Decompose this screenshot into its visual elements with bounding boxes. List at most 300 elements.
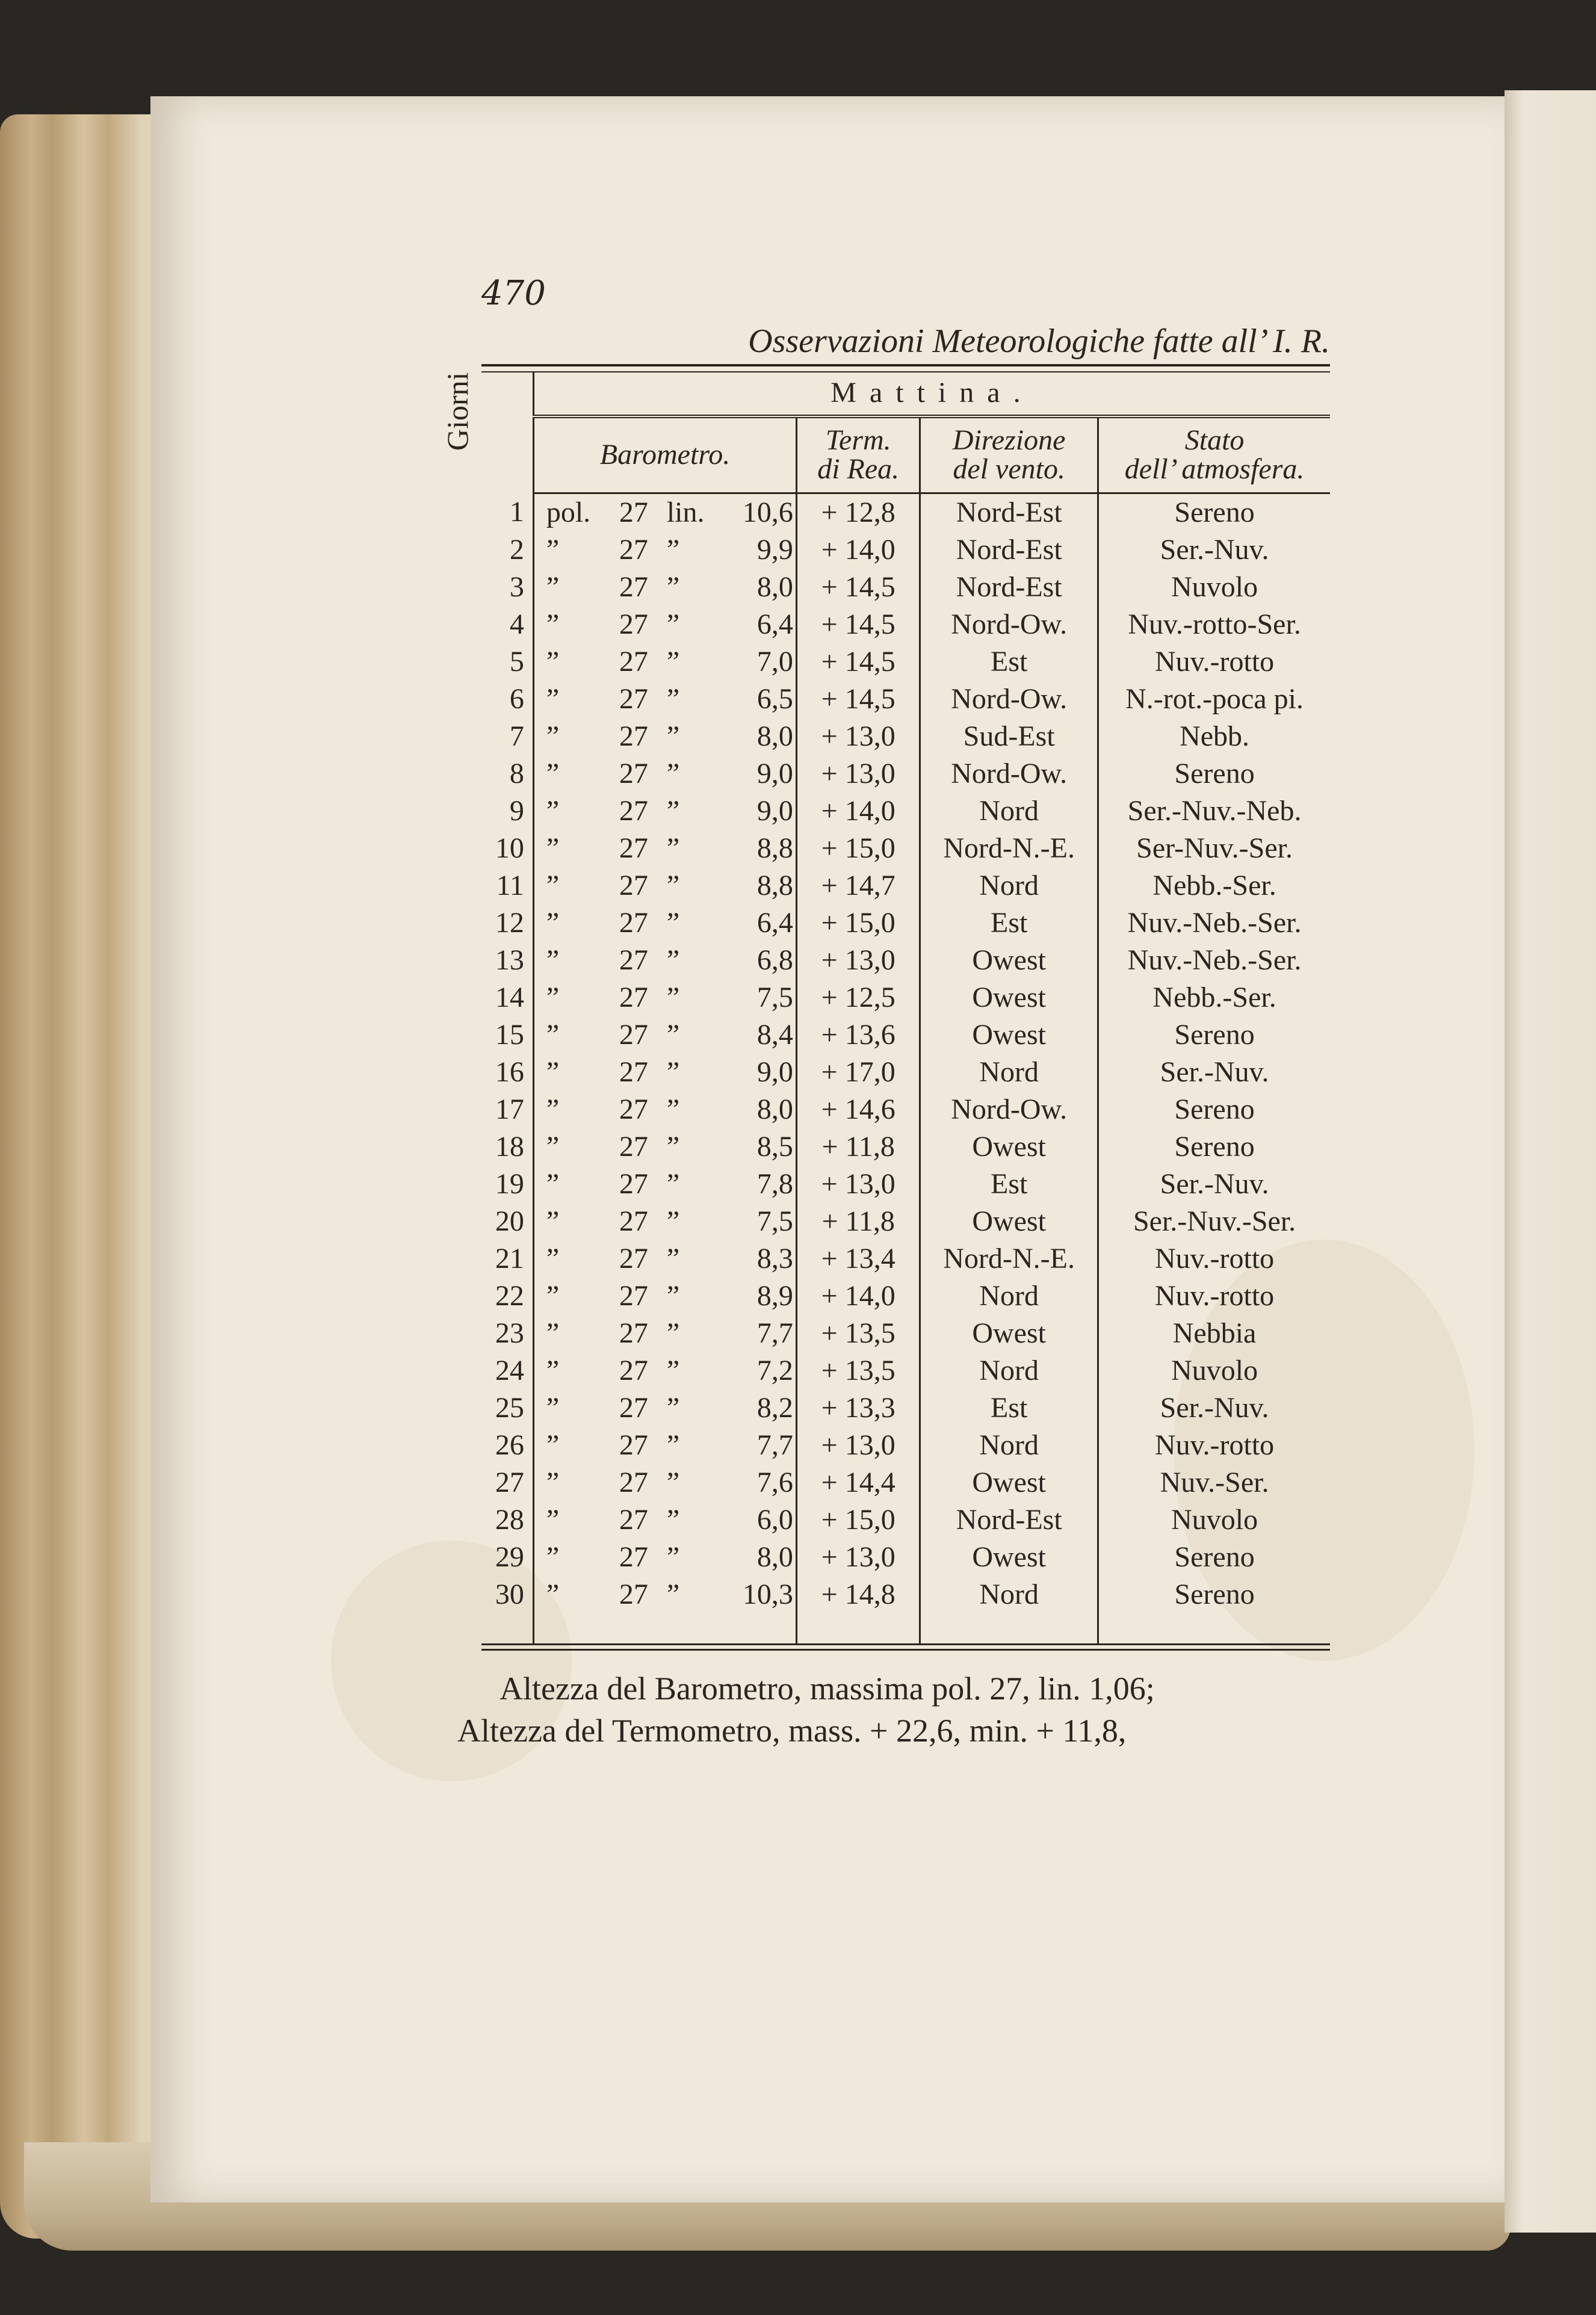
day-cell: 2	[481, 531, 533, 569]
barometro-lin: lin.	[666, 496, 705, 528]
barometro-lin: ”	[666, 981, 680, 1013]
barometro-cell	[533, 1576, 796, 1613]
barometro-unit: ”	[546, 1354, 560, 1386]
stato-cell: Nuv.-rotto-Ser.	[1128, 608, 1301, 640]
day-cell: 22	[481, 1278, 533, 1315]
barometro-cell	[533, 830, 796, 867]
stato-cell: Ser.-Nuv.-Neb.	[1127, 794, 1302, 827]
table-row	[481, 942, 1330, 979]
termometro-cell: + 12,5	[797, 979, 920, 1016]
barometro-lin: ”	[666, 645, 680, 678]
direzione-cell: Nord-Est	[920, 1501, 1098, 1539]
barometro-lin: ”	[666, 1541, 680, 1573]
barometro-inches: 27	[619, 496, 648, 528]
direzione-cell: Nord-Est	[920, 493, 1098, 531]
table-row	[481, 1128, 1330, 1166]
termometro-cell: + 13,0	[797, 718, 920, 755]
barometro-inches: 27	[619, 570, 648, 603]
stato-cell: Nebb.-Ser.	[1152, 981, 1276, 1013]
barometro-value: 8,0	[756, 570, 793, 603]
stato-cell: Sereno	[1174, 496, 1255, 528]
barometro-value: 8,4	[756, 1018, 793, 1051]
barometro-value: 7,6	[756, 1466, 793, 1498]
day-cell: 8	[481, 755, 533, 793]
table-row	[481, 904, 1330, 942]
day-cell: 3	[481, 569, 533, 606]
termometro-cell: + 14,5	[797, 606, 920, 643]
stato-cell: Nebbia	[1172, 1317, 1257, 1349]
barometro-unit: ”	[546, 1317, 560, 1349]
footnote	[457, 1667, 1330, 1752]
barometro-inches: 27	[619, 682, 648, 715]
table-row	[481, 681, 1330, 718]
direzione-cell: Nord	[920, 1054, 1098, 1091]
header-rule	[481, 364, 1330, 372]
barometro-unit: ”	[546, 832, 560, 864]
barometro-unit: ”	[546, 757, 560, 790]
barometro-cell	[533, 1128, 796, 1166]
day-cell: 23	[481, 1315, 533, 1352]
barometro-value: 8,5	[756, 1130, 793, 1163]
barometro-lin: ”	[666, 1391, 680, 1424]
barometro-cell	[533, 1278, 796, 1315]
barometro-lin: ”	[666, 794, 680, 827]
barometro-cell	[533, 569, 796, 606]
barometro-unit: ”	[546, 1205, 560, 1237]
barometro-cell	[533, 1203, 796, 1240]
barometro-unit: ”	[546, 1578, 560, 1610]
termometro-cell: + 14,5	[797, 681, 920, 718]
giorni-header	[441, 372, 533, 493]
day-cell: 19	[481, 1166, 533, 1203]
barometro-inches: 27	[619, 1205, 648, 1237]
stato-header-line2: dell’ atmosfera.	[1124, 453, 1305, 486]
termometro-cell: + 11,8	[797, 1128, 920, 1166]
day-cell: 27	[481, 1464, 533, 1501]
barometro-unit: ”	[546, 1279, 560, 1312]
termometro-cell: + 14,8	[797, 1576, 920, 1613]
barometro-cell	[533, 755, 796, 793]
barometro-lin: ”	[666, 1503, 680, 1536]
barometro-lin: ”	[666, 608, 680, 640]
barometro-lin: ”	[666, 1354, 680, 1386]
termometro-cell: + 11,8	[797, 1203, 920, 1240]
stato-cell: Ser.-Nuv.	[1160, 1391, 1269, 1424]
barometro-lin: ”	[666, 720, 680, 752]
day-cell: 1	[481, 493, 533, 531]
barometro-value: 10,3	[742, 1578, 793, 1610]
weather-table	[441, 372, 1330, 1643]
barometro-value: 10,6	[742, 496, 793, 528]
stato-cell: Ser.-Nuv.-Ser.	[1133, 1205, 1296, 1237]
barometro-value: 8,2	[756, 1391, 793, 1424]
barometro-cell	[533, 681, 796, 718]
barometro-value: 9,0	[756, 794, 793, 827]
day-cell: 14	[481, 979, 533, 1016]
barometro-unit: ”	[546, 1056, 560, 1088]
day-cell: 17	[481, 1091, 533, 1128]
stato-cell: Nuvolo	[1171, 570, 1258, 603]
barometro-inches: 27	[619, 1018, 648, 1051]
barometro-unit: ”	[546, 1242, 560, 1275]
barometro-value: 9,0	[756, 1056, 793, 1088]
direzione-cell: Owest	[920, 1539, 1098, 1576]
table-row	[481, 1240, 1330, 1278]
termometro-cell: + 13,5	[797, 1352, 920, 1389]
table-bottom-rule	[481, 1643, 1330, 1651]
barometro-inches: 27	[619, 645, 648, 678]
barometro-lin: ”	[666, 1205, 680, 1237]
table-row	[481, 1464, 1330, 1501]
termometro-header	[797, 416, 920, 493]
barometro-lin: ”	[666, 682, 680, 715]
barometro-lin: ”	[666, 1056, 680, 1088]
barometro-unit: ”	[546, 1167, 560, 1200]
direzione-cell: Nord-N.-E.	[920, 1240, 1098, 1278]
barometro-unit: ”	[546, 981, 560, 1013]
barometro-unit: ”	[546, 1541, 560, 1573]
barometro-value: 9,0	[756, 757, 793, 790]
stato-cell: Sereno	[1174, 1018, 1255, 1051]
day-cell: 26	[481, 1427, 533, 1464]
barometro-inches: 27	[619, 1093, 648, 1125]
barometro-cell	[533, 1054, 796, 1091]
barometro-value: 8,0	[756, 720, 793, 752]
termometro-cell: + 13,0	[797, 942, 920, 979]
direzione-cell: Nord-Ow.	[920, 606, 1098, 643]
direzione-cell: Sud-Est	[920, 718, 1098, 755]
barometro-lin: ”	[666, 1018, 680, 1051]
direzione-cell: Owest	[920, 1315, 1098, 1352]
termometro-cell: + 14,6	[797, 1091, 920, 1128]
barometro-inches: 27	[619, 1242, 648, 1275]
barometro-inches: 27	[619, 944, 648, 976]
barometro-value: 9,9	[756, 533, 793, 566]
direzione-cell: Owest	[920, 1128, 1098, 1166]
direzione-cell: Owest	[920, 1464, 1098, 1501]
barometro-unit: ”	[546, 794, 560, 827]
day-cell: 18	[481, 1128, 533, 1166]
barometro-lin: ”	[666, 1167, 680, 1200]
termometro-header-line2: di Rea.	[817, 453, 900, 486]
stato-cell: Sereno	[1174, 757, 1255, 790]
table-row	[481, 493, 1330, 531]
stato-header-line1: Stato	[1184, 424, 1245, 457]
table-row	[481, 1539, 1330, 1576]
stato-cell: Ser.-Nuv.	[1160, 533, 1269, 566]
barometro-value: 8,3	[756, 1242, 793, 1275]
barometro-inches: 27	[619, 1354, 648, 1386]
barometro-value: 8,8	[756, 832, 793, 864]
direzione-cell: Nord-N.-E.	[920, 830, 1098, 867]
barometro-value: 8,0	[756, 1093, 793, 1125]
table-row	[481, 1501, 1330, 1539]
table-row	[481, 830, 1330, 867]
barometro-value: 8,8	[756, 869, 793, 901]
termometro-cell: + 12,8	[797, 493, 920, 531]
barometro-unit: ”	[546, 869, 560, 901]
barometro-inches: 27	[619, 757, 648, 790]
termometro-cell: + 14,0	[797, 1278, 920, 1315]
barometro-value: 7,8	[756, 1167, 793, 1200]
day-cell: 20	[481, 1203, 533, 1240]
barometro-unit: ”	[546, 1466, 560, 1498]
termometro-cell: + 13,0	[797, 1427, 920, 1464]
barometro-value: 8,9	[756, 1279, 793, 1312]
barometro-value: 6,0	[756, 1503, 793, 1536]
table-row	[481, 531, 1330, 569]
barometro-inches: 27	[619, 1429, 648, 1461]
stato-cell: Sereno	[1174, 1130, 1255, 1163]
table-row	[481, 1016, 1330, 1054]
barometro-inches: 27	[619, 1466, 648, 1498]
barometro-cell	[533, 1501, 796, 1539]
table-filler-row	[481, 1613, 1330, 1643]
table-row	[481, 569, 1330, 606]
barometro-unit: ”	[546, 1391, 560, 1424]
barometro-inches: 27	[619, 1130, 648, 1163]
direzione-cell: Nord	[920, 793, 1098, 830]
barometro-inches: 27	[619, 832, 648, 864]
day-cell: 12	[481, 904, 533, 942]
table-row	[481, 643, 1330, 681]
stato-cell: Nebb.	[1180, 720, 1250, 752]
direzione-cell: Nord	[920, 1427, 1098, 1464]
day-cell: 11	[481, 867, 533, 904]
direzione-cell: Nord-Ow.	[920, 1091, 1098, 1128]
day-cell: 13	[481, 942, 533, 979]
barometro-value: 7,5	[756, 1205, 793, 1237]
stato-cell: Ser.-Nuv.	[1160, 1167, 1269, 1200]
direzione-cell: Nord-Est	[920, 569, 1098, 606]
barometro-inches: 27	[619, 533, 648, 566]
termometro-header-line1: Term.	[825, 424, 891, 457]
barometro-lin: ”	[666, 1093, 680, 1125]
barometro-unit: ”	[546, 906, 560, 939]
barometro-cell	[533, 1315, 796, 1352]
barometro-cell	[533, 531, 796, 569]
day-cell: 9	[481, 793, 533, 830]
barometro-value: 7,2	[756, 1354, 793, 1386]
barometro-inches: 27	[619, 1317, 648, 1349]
day-cell: 28	[481, 1501, 533, 1539]
barometro-cell	[533, 493, 796, 531]
stato-cell: N.-rot.-poca pi.	[1125, 682, 1304, 715]
table-row	[481, 606, 1330, 643]
barometro-value: 6,5	[756, 682, 793, 715]
stato-cell: Nuv.-rotto	[1154, 1242, 1275, 1275]
stato-cell: Ser-Nuv.-Ser.	[1136, 832, 1293, 864]
barometro-unit: ”	[546, 1093, 560, 1125]
termometro-cell: + 13,0	[797, 755, 920, 793]
termometro-cell: + 14,5	[797, 643, 920, 681]
termometro-cell: + 14,0	[797, 793, 920, 830]
day-cell: 21	[481, 1240, 533, 1278]
page-content	[441, 274, 1330, 1752]
termometro-cell: + 13,4	[797, 1240, 920, 1278]
barometro-value: 7,0	[756, 645, 793, 678]
barometro-inches: 27	[619, 608, 648, 640]
barometro-lin: ”	[666, 869, 680, 901]
barometro-inches: 27	[619, 1578, 648, 1610]
barometro-value: 7,7	[756, 1429, 793, 1461]
termometro-cell: + 14,7	[797, 867, 920, 904]
day-cell: 24	[481, 1352, 533, 1389]
stato-cell: Nuv.-Neb.-Ser.	[1127, 906, 1302, 939]
termometro-cell: + 15,0	[797, 904, 920, 942]
barometro-unit: ”	[546, 682, 560, 715]
table-row	[481, 1352, 1330, 1389]
barometro-cell	[533, 1352, 796, 1389]
barometro-cell	[533, 1016, 796, 1054]
barometro-unit: ”	[546, 645, 560, 678]
direzione-cell: Est	[920, 643, 1098, 681]
page-number: 470	[481, 274, 546, 313]
stato-cell: Sereno	[1174, 1541, 1255, 1573]
barometro-unit: ”	[546, 1130, 560, 1163]
barometro-unit: ”	[546, 720, 560, 752]
barometro-cell	[533, 1464, 796, 1501]
barometro-inches: 27	[619, 1541, 648, 1573]
page-header	[457, 274, 1330, 364]
barometro-inches: 27	[619, 1503, 648, 1536]
barometro-value: 8,0	[756, 1541, 793, 1573]
barometro-inches: 27	[619, 794, 648, 827]
barometro-unit: ”	[546, 1429, 560, 1461]
barometro-value: 6,4	[756, 608, 793, 640]
running-title: Osservazioni Meteorologiche fatte all’ I. R.	[748, 323, 1330, 360]
barometro-value: 7,5	[756, 981, 793, 1013]
direzione-cell: Nord-Est	[920, 531, 1098, 569]
direzione-cell: Nord	[920, 1278, 1098, 1315]
termometro-cell: + 13,0	[797, 1539, 920, 1576]
barometro-cell	[533, 1240, 796, 1278]
table-row	[481, 793, 1330, 830]
direzione-header-line1: Direzione	[952, 424, 1066, 457]
barometro-lin: ”	[666, 1317, 680, 1349]
barometro-lin: ”	[666, 1578, 680, 1610]
termometro-cell: + 13,0	[797, 1166, 920, 1203]
barometro-cell	[533, 793, 796, 830]
footnote-barometro: Altezza del Barometro, massima pol. 27, lin. 1,06;	[500, 1670, 1155, 1707]
barometro-value: 7,7	[756, 1317, 793, 1349]
stato-cell: Nuv.-Neb.-Ser.	[1127, 944, 1302, 976]
barometro-lin: ”	[666, 906, 680, 939]
termometro-cell: + 13,6	[797, 1016, 920, 1054]
stato-cell: Nuvolo	[1171, 1354, 1258, 1386]
day-cell: 10	[481, 830, 533, 867]
direzione-cell: Est	[920, 1389, 1098, 1427]
barometro-unit: ”	[546, 533, 560, 566]
barometro-lin: ”	[666, 1466, 680, 1498]
footnote-termometro: Altezza del Termometro, mass. + 22,6, min. + 11,8,	[457, 1712, 1127, 1749]
stato-cell: Ser.-Nuv.	[1160, 1056, 1269, 1088]
day-cell: 5	[481, 643, 533, 681]
barometro-lin: ”	[666, 1429, 680, 1461]
stato-cell: Nebb.-Ser.	[1152, 869, 1276, 901]
table-row	[481, 1203, 1330, 1240]
day-cell: 29	[481, 1539, 533, 1576]
barometro-value: 6,4	[756, 906, 793, 939]
barometro-unit: pol.	[546, 496, 591, 528]
direzione-cell: Owest	[920, 1016, 1098, 1054]
table-row	[481, 1315, 1330, 1352]
barometro-inches: 27	[619, 1391, 648, 1424]
termometro-cell: + 14,4	[797, 1464, 920, 1501]
direzione-cell: Est	[920, 904, 1098, 942]
barometro-unit: ”	[546, 608, 560, 640]
direzione-cell: Est	[920, 1166, 1098, 1203]
barometro-cell	[533, 867, 796, 904]
direzione-cell: Nord-Ow.	[920, 755, 1098, 793]
barometro-cell	[533, 718, 796, 755]
barometro-cell	[533, 1427, 796, 1464]
barometro-cell	[533, 1539, 796, 1576]
next-page-edge	[1505, 90, 1596, 2233]
stato-cell: Nuvolo	[1171, 1503, 1258, 1536]
direzione-header	[920, 416, 1098, 493]
table-row	[481, 1576, 1330, 1613]
barometro-cell	[533, 904, 796, 942]
barometro-inches: 27	[619, 720, 648, 752]
barometro-cell	[533, 1166, 796, 1203]
giorni-label: Giorni	[441, 372, 474, 451]
book-edge	[0, 114, 175, 2239]
table-row	[481, 755, 1330, 793]
barometro-inches: 27	[619, 981, 648, 1013]
barometro-unit: ”	[546, 570, 560, 603]
barometro-unit: ”	[546, 1018, 560, 1051]
barometro-inches: 27	[619, 1167, 648, 1200]
day-cell: 16	[481, 1054, 533, 1091]
barometro-cell	[533, 1389, 796, 1427]
direzione-cell: Owest	[920, 942, 1098, 979]
direzione-cell: Owest	[920, 979, 1098, 1016]
barometro-inches: 27	[619, 1056, 648, 1088]
stato-cell: Nuv.-rotto	[1154, 1429, 1275, 1461]
direzione-cell: Nord	[920, 1352, 1098, 1389]
day-cell: 30	[481, 1576, 533, 1613]
barometro-lin: ”	[666, 832, 680, 864]
barometro-value: 6,8	[756, 944, 793, 976]
table-row	[481, 867, 1330, 904]
barometro-lin: ”	[666, 1130, 680, 1163]
stato-cell: Nuv.-Ser.	[1160, 1466, 1269, 1498]
barometro-lin: ”	[666, 570, 680, 603]
barometro-inches: 27	[619, 869, 648, 901]
stato-cell: Sereno	[1174, 1093, 1255, 1125]
termometro-cell: + 15,0	[797, 830, 920, 867]
termometro-cell: + 14,5	[797, 569, 920, 606]
day-cell: 7	[481, 718, 533, 755]
stato-cell: Sereno	[1174, 1578, 1255, 1610]
direzione-cell: Nord	[920, 1576, 1098, 1613]
direzione-cell: Owest	[920, 1203, 1098, 1240]
table-row	[481, 718, 1330, 755]
barometro-lin: ”	[666, 1279, 680, 1312]
barometro-lin: ”	[666, 533, 680, 566]
barometro-cell	[533, 979, 796, 1016]
barometro-inches: 27	[619, 906, 648, 939]
barometro-inches: 27	[619, 1279, 648, 1312]
barometro-lin: ”	[666, 1242, 680, 1275]
table-row	[481, 1054, 1330, 1091]
section-title: Mattina.	[533, 372, 1330, 416]
termometro-cell: + 17,0	[797, 1054, 920, 1091]
day-cell: 25	[481, 1389, 533, 1427]
table-row	[481, 1166, 1330, 1203]
table-row	[481, 1427, 1330, 1464]
